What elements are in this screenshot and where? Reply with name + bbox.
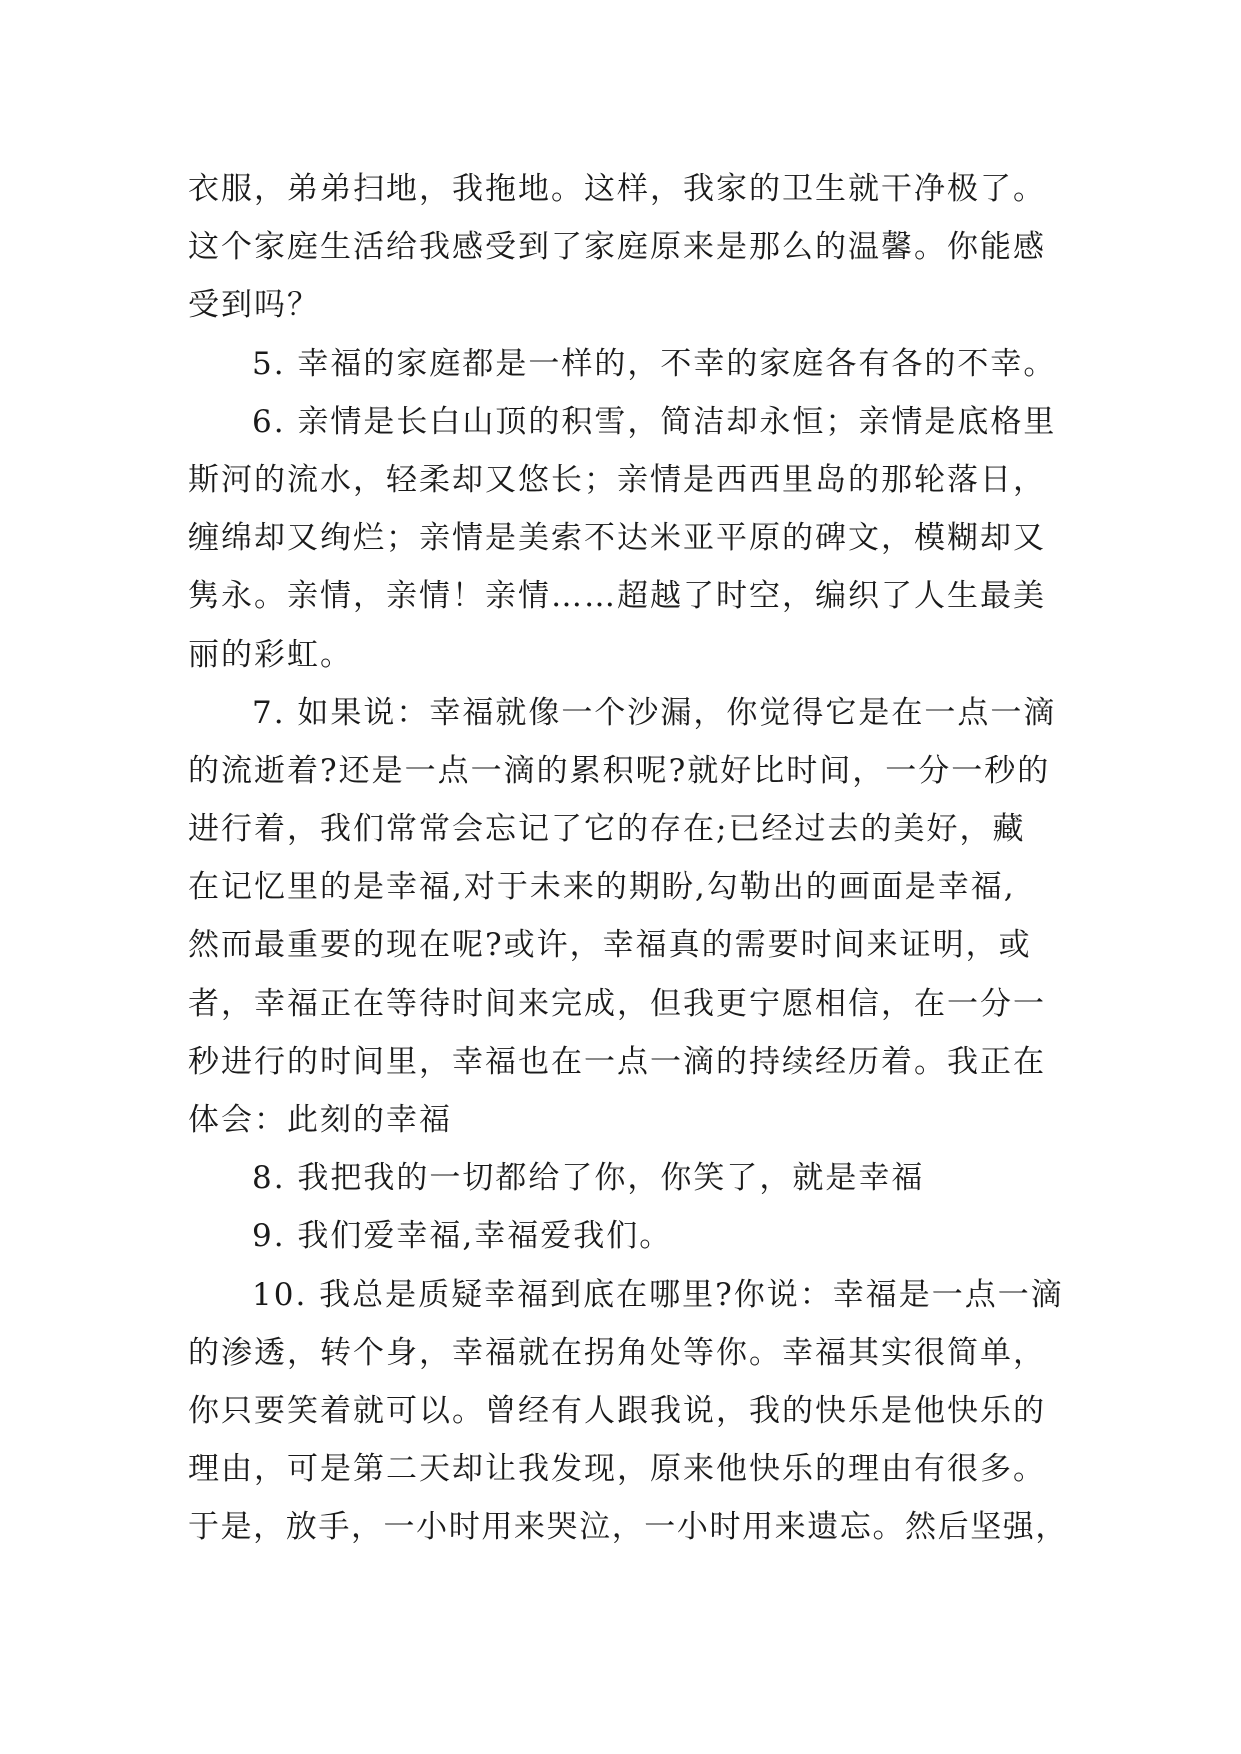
text-line: 体会：此刻的幸福 (188, 1102, 452, 1138)
text-line: 10. 我总是质疑幸福到底在哪里?你说：幸福是一点一滴 (252, 1276, 1064, 1313)
text-line: 隽永。亲情，亲情！亲情……超越了时空，编织了人生最美 (188, 578, 1046, 615)
text-line: 受到吗？ (188, 287, 320, 324)
text-line: 进行着，我们常常会忘记了它的存在;已经过去的美好，藏 (188, 811, 1026, 848)
text-line: 7. 如果说：幸福就像一个沙漏，你觉得它是在一点一滴 (252, 694, 1057, 731)
text-line: 然而最重要的现在呢?或许，幸福真的需要时间来证明，或 (188, 927, 1032, 964)
text-line: 这个家庭生活给我感受到了家庭原来是那么的温馨。你能感 (188, 229, 1046, 266)
text-line: 在记忆里的是幸福,对于未来的期盼,勾勒出的画面是幸福, (188, 869, 1016, 906)
text-line: 缠绵却又绚烂；亲情是美索不达米亚平原的碑文，模糊却又 (188, 520, 1046, 557)
text-line: 于是，放手，一小时用来哭泣，一小时用来遗忘。然后坚强， (188, 1509, 1068, 1546)
text-line: 斯河的流水，轻柔却又悠长；亲情是西西里岛的那轮落日， (188, 461, 1046, 498)
text-line: 9. 我们爱幸福,幸福爱我们。 (252, 1218, 673, 1255)
text-line: 秒进行的时间里，幸福也在一点一滴的持续经历着。我正在 (188, 1043, 1046, 1080)
text-line: 衣服，弟弟扫地，我拖地。这样，我家的卫生就干净极了。 (188, 171, 1046, 207)
text-line: 理由，可是第二天却让我发现，原来他快乐的理由有很多。 (188, 1451, 1046, 1488)
text-line: 的流逝着?还是一点一滴的累积呢?就好比时间，一分一秒的 (188, 752, 1051, 789)
text-line: 8. 我把我的一切都给了你，你笑了，就是幸福 (252, 1160, 925, 1197)
text-line: 的渗透，转个身，幸福就在拐角处等你。幸福其实很简单， (188, 1334, 1046, 1371)
text-line: 你只要笑着就可以。曾经有人跟我说，我的快乐是他快乐的 (188, 1392, 1046, 1429)
text-line: 者，幸福正在等待时间来完成，但我更宁愿相信，在一分一 (188, 985, 1046, 1022)
text-line: 6. 亲情是长白山顶的积雪，简洁却永恒；亲情是底格里 (252, 403, 1057, 440)
text-line: 5. 幸福的家庭都是一样的，不幸的家庭各有各的不幸。 (252, 345, 1057, 382)
document-body (188, 160, 1068, 1557)
text-line: 丽的彩虹。 (188, 636, 353, 673)
